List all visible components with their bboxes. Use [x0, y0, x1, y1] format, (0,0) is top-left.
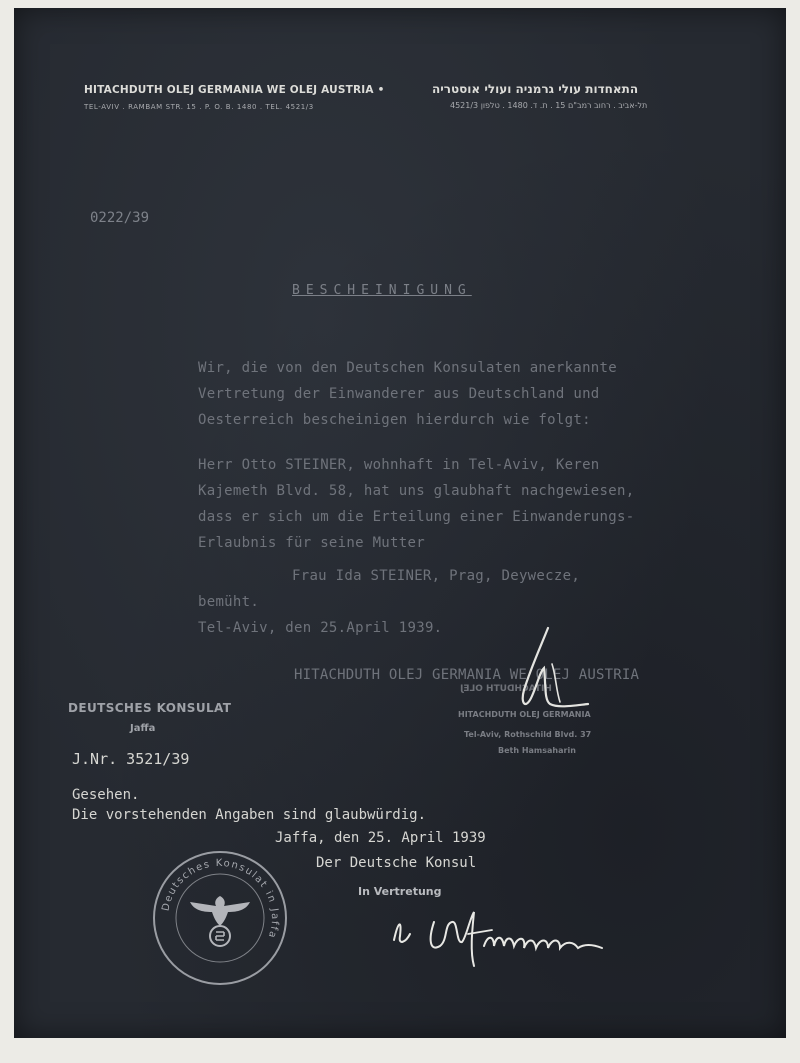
paragraph1-line: Wir, die von den Deutschen Konsulaten anerkannte	[198, 360, 617, 376]
closing-line: bemüht.	[198, 594, 260, 610]
letterhead-org-latin: HITACHDUTH OLEJ GERMANIA WE OLEJ AUSTRIA •	[84, 84, 385, 96]
paragraph1-line: Vertretung der Einwanderer aus Deutschland und	[198, 386, 600, 402]
document-title: BESCHEINIGUNG	[292, 283, 472, 298]
org-stamp-mirrored: HITACHDUTH OLEJ	[460, 684, 552, 694]
eagle-emblem-icon	[190, 896, 250, 946]
consulate-deputy: In Vertretung	[358, 885, 442, 898]
place-date-line: Tel-Aviv, den 25.April 1939.	[198, 620, 443, 636]
letterhead-address-hebrew: תל-אביב . רחוב רמב"ם 15 . ת. ד. 1480 . טלפון 4521/3	[450, 101, 648, 110]
paragraph2-line: dass er sich um die Erteilung einer Einwanderungs-	[198, 509, 635, 525]
letterhead-org-hebrew: התאחדות עולי גרמניה ועולי אוסטריה	[432, 82, 639, 96]
consulate-statement: Die vorstehenden Angaben sind glaubwürdig.	[72, 807, 427, 823]
letterhead-address-latin: TEL-AVIV . RAMBAM STR. 15 . P. O. B. 1480 . TEL. 4521/3	[84, 103, 314, 111]
org-stamp-line3: Beth Hamsaharin	[498, 746, 576, 755]
org-stamp-line1: HITACHDUTH OLEJ GERMANIA	[458, 710, 591, 719]
consulate-place-date: Jaffa, den 25. April 1939	[275, 830, 486, 846]
consul-signature	[388, 900, 613, 975]
consulate-stamp-name: DEUTSCHES KONSULAT	[68, 701, 232, 715]
paragraph2-line: Kajemeth Blvd. 58, hat uns glaubhaft nachgewiesen,	[198, 483, 635, 499]
organisation-signature	[500, 624, 610, 720]
journal-number: J.Nr. 3521/39	[72, 750, 190, 768]
consulate-seen: Gesehen.	[72, 787, 140, 803]
consulate-office: Der Deutsche Konsul	[316, 855, 477, 871]
consulate-seal	[150, 848, 290, 988]
signature-block: HITACHDUTH OLEJ GERMANIA WE OLEJ AUSTRIA	[294, 667, 640, 683]
beneficiary-line: Frau Ida STEINER, Prag, Deywecze,	[292, 568, 581, 584]
paragraph1-line: Oesterreich bescheinigen hierdurch wie folgt:	[198, 412, 591, 428]
paragraph2-line: Herr Otto STEINER, wohnhaft in Tel-Aviv, Keren	[198, 457, 600, 473]
paragraph2-line: Erlaubnis für seine Mutter	[198, 535, 425, 551]
consulate-stamp-city: Jaffa	[130, 723, 156, 734]
seal-ring-text: Deutsches Konsulat in Jaffa	[160, 857, 281, 941]
org-stamp-line2: Tel-Aviv, Rothschild Blvd. 37	[464, 730, 592, 739]
document-reference: 0222/39	[90, 210, 150, 226]
